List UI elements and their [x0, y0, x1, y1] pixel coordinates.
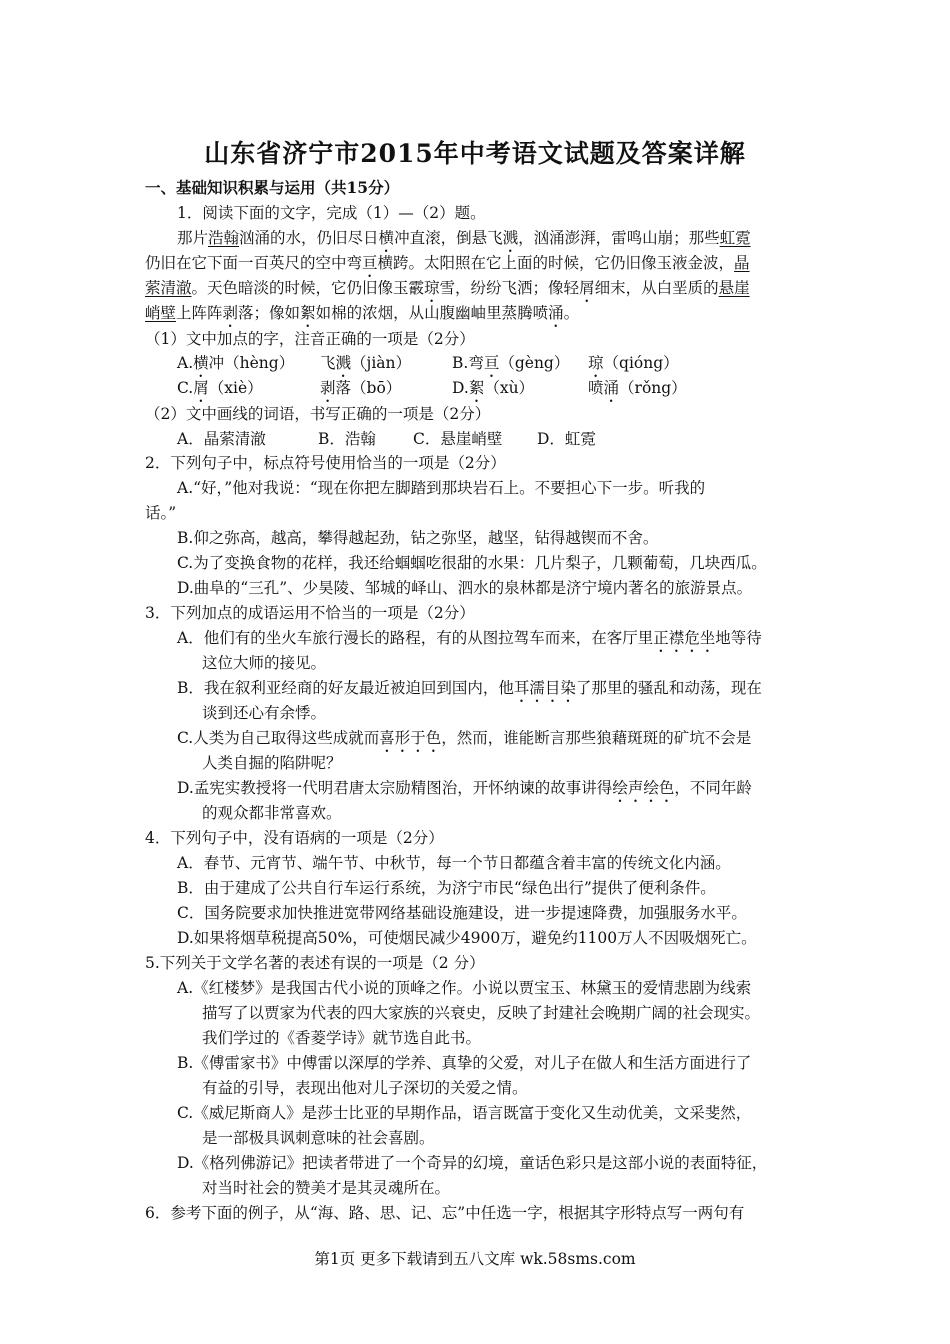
- question-6-stem: 6．参考下面的例子，从“海、路、思、记、忘”中任选一字，根据其字形特点写一两句有: [145, 1204, 745, 1222]
- section-heading: 一、基础知识积累与运用（共15分）: [145, 178, 400, 197]
- passage-line-2: 仍旧在它下面一百英尺的空中弯亘横跨。太阳照在它上面的时候，它仍旧像玉液金波，晶: [145, 254, 750, 272]
- question-2-option-a-cont: 话。”: [145, 504, 177, 522]
- passage-line-3: 萦清澈。天色暗淡的时候，它仍旧像玉霰琼雪，纷纷飞洒；像轻屑细末，从白垩质的悬崖: [145, 279, 750, 297]
- question-2-option-a: A.“好，”他对我说：“现在你把左脚踏到那块岩石上。不要担心下一步。听我的: [177, 479, 706, 497]
- question-3-option-b-cont: 谈到还心有余悸。: [202, 704, 327, 722]
- option-2-c: C．悬崖峭壁: [413, 430, 503, 448]
- question-2-option-c: C.为了变换食物的花样，我还给蝈蝈吃很甜的水果：几片梨子，几颗葡萄，几块西瓜。: [177, 554, 767, 572]
- question-4-option-c: C．国务院要求加快推进宽带网络基础设施建设，进一步提速降费，加强服务水平。: [177, 904, 747, 922]
- option-1-c: C.屑（xiè）: [177, 379, 263, 397]
- question-5-option-a: A.《红楼梦》是我国古代小说的顶峰之作。小说以贾宝玉、林黛玉的爱情悲剧为线索: [177, 979, 752, 997]
- option-1-b: B.弯亘（gèng）: [452, 354, 570, 372]
- passage-line-4: 峭壁上阵阵剥落；像如絮如棉的浓烟，从山腹幽岫里蒸腾喷涌。: [145, 304, 580, 322]
- question-1-sub-1: （1）文中加点的字，注音正确的一项是（2分）: [145, 330, 475, 348]
- question-2-stem: 2．下列句子中，标点符号使用恰当的一项是（2分）: [145, 454, 506, 472]
- option-1-d-2: 喷涌（rǒng）: [588, 379, 687, 397]
- option-2-d: D．虹霓: [537, 430, 596, 448]
- option-2-b: B．浩翰: [318, 430, 376, 448]
- question-3-option-d-cont: 的观众都非常喜欢。: [202, 804, 342, 822]
- question-3-option-d: D.孟宪实教授将一代明君唐太宗励精图治，开怀纳谏的故事讲得绘声绘色，不同年龄: [177, 779, 752, 797]
- question-2-option-d: D.曲阜的“三孔”、少昊陵、邹城的峄山、泗水的泉林都是济宁境内著名的旅游景点。: [177, 579, 753, 597]
- question-4-option-a: A．春节、元宵节、端午节、中秋节，每一个节日都蕴含着丰富的传统文化内涵。: [177, 854, 731, 872]
- question-4-option-d: D.如果将烟草税提高50%，可使烟民减少4900万，避免约1100万人不因吸烟死亡。: [177, 929, 757, 947]
- question-1-sub-2: （2）文中画线的词语，书写正确的一项是（2分）: [145, 405, 491, 423]
- question-5-option-d-cont: 对当时社会的赞美才是其灵魂所在。: [202, 1179, 451, 1197]
- option-1-c-2: 剥落（bō）: [320, 379, 402, 397]
- question-4-stem: 4．下列句子中，没有语病的一项是（2分）: [145, 829, 444, 847]
- question-3-stem: 3．下列加点的成语运用不恰当的一项是（2分）: [145, 604, 475, 622]
- question-2-option-b: B.仰之弥高，越高，攀得越起劲，钻之弥坚，越坚，钻得越锲而不舍。: [177, 529, 659, 547]
- page-footer: 第1页 更多下载请到五八文库 wk.58sms.com: [314, 1250, 636, 1268]
- question-3-option-c-cont: 人类自掘的陷阱呢？: [202, 754, 342, 772]
- question-5-option-b-cont: 有益的引导，表现出他对儿子深切的关爱之情。: [202, 1079, 528, 1097]
- option-1-d: D.絮（xù）: [452, 379, 535, 397]
- page-title: 山东省济宁市2015年中考语文试题及答案详解: [204, 139, 746, 168]
- passage-line-1: 那片浩翰汹涌的水，仍旧尽日横冲直滚，倒悬飞溅，汹涌澎湃，雷鸣山崩；那些虹霓: [177, 229, 751, 247]
- option-1-a: A.横冲（hèng）: [177, 354, 295, 372]
- question-5-option-d: D.《格列佛游记》把读者带进了一个奇异的幻境，童话色彩只是这部小说的表面特征，: [177, 1154, 768, 1172]
- question-4-option-b: B．由于建成了公共自行车运行系统，为济宁市民“绿色出行”提供了便利条件。: [177, 879, 716, 897]
- question-5-option-c-cont: 是一部极具讽刺意味的社会喜剧。: [202, 1129, 435, 1147]
- question-1-stem: 1．阅读下面的文字，完成（1）—（2）题。: [177, 204, 486, 222]
- question-3-option-a: A．他们有的坐火车旅行漫长的路程，有的从图拉驾车而来，在客厅里正襟危坐地等待: [177, 629, 762, 647]
- question-5-option-a-cont-2: 我们学过的《香菱学诗》就节选自此书。: [202, 1029, 482, 1047]
- question-3-option-a-cont: 这位大师的接见。: [202, 654, 327, 672]
- option-2-a: A．晶萦清澈: [177, 430, 266, 448]
- question-5-option-b: B.《傅雷家书》中傅雷以深厚的学养、真挚的父爱，对儿子在做人和生活方面进行了: [177, 1054, 752, 1072]
- question-5-stem: 5.下列关于文学名著的表述有误的一项是（2 分）: [145, 954, 485, 972]
- question-5-option-c: C.《威尼斯商人》是莎士比亚的早期作品，语言既富于变化又生动优美，文采斐然，: [177, 1104, 752, 1122]
- question-3-option-c: C.人类为自己取得这些成就而喜形于色，然而，谁能断言那些狼藉斑斑的矿坑不会是: [177, 729, 752, 747]
- question-5-option-a-cont-1: 描写了以贾家为代表的四大家族的兴衰史，反映了封建社会晚期广阔的社会现实。: [202, 1004, 761, 1022]
- question-3-option-b: B．我在叙利亚经商的好友最近被迫回到国内，他耳濡目染了那里的骚乱和动荡，现在: [177, 679, 762, 697]
- option-1-b-2: 琼（qióng）: [588, 354, 679, 372]
- option-1-a-2: 飞溅（jiàn）: [320, 354, 412, 372]
